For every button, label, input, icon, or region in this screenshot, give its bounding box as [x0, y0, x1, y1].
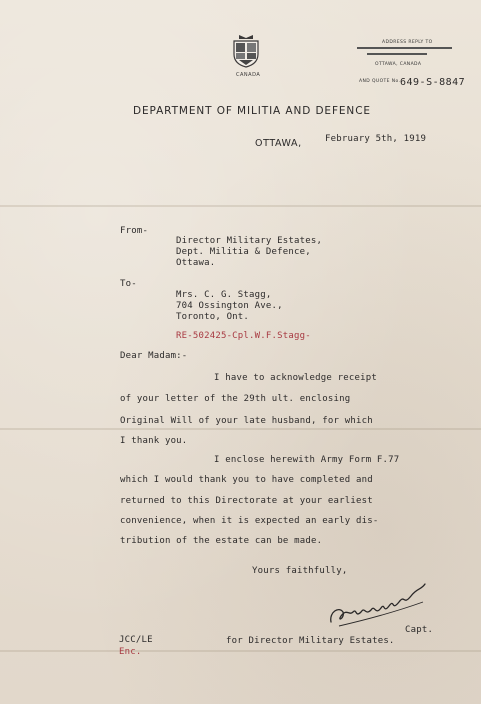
paper-fold [0, 650, 481, 652]
canada-crest-icon [231, 34, 261, 68]
salutation: Dear Madam:- [120, 351, 188, 361]
department-heading: DEPARTMENT OF MILITIA AND DEFENCE [133, 105, 371, 117]
to-label: To- [120, 279, 137, 289]
reply-label: ADDRESS REPLY TO [382, 40, 433, 45]
reply-address-line [357, 47, 452, 49]
from-line: Director Military Estates, [176, 236, 323, 246]
paper-fold [0, 428, 481, 430]
reference-line: RE-502425-Cpl.W.F.Stagg- [176, 331, 311, 341]
body-line: convenience, when it is expected an early dis- [120, 516, 379, 526]
crest-label: CANADA [236, 72, 261, 78]
body-line: I have to acknowledge receipt [214, 373, 377, 383]
body-line: I thank you. [120, 436, 188, 446]
to-line: 704 Ossington Ave., [176, 301, 283, 311]
body-line: Original Will of your late husband, for which [120, 416, 373, 426]
from-line: Dept. Militia & Defence, [176, 247, 311, 257]
from-label: From- [120, 226, 149, 236]
body-line: which I would thank you to have completed and [120, 475, 373, 485]
enclosure-note: Enc. [119, 647, 142, 657]
typist-initials: JCC/LE [119, 635, 153, 645]
reply-city: OTTAWA, CANADA [375, 62, 422, 67]
from-line: Ottawa. [176, 258, 216, 268]
place-line: OTTAWA, [255, 138, 302, 149]
signature-title: for Director Military Estates. [226, 636, 395, 646]
body-line: I enclose herewith Army Form F.77 [214, 455, 400, 465]
handwritten-signature [325, 572, 430, 632]
closing: Yours faithfully, [252, 566, 348, 576]
body-line: returned to this Directorate at your earliest [120, 496, 373, 506]
reply-address-line [367, 53, 427, 55]
paper-fold [0, 205, 481, 207]
signature-rank: Capt. [405, 625, 434, 635]
to-line: Toronto, Ont. [176, 312, 250, 322]
body-line: of your letter of the 29th ult. enclosing [120, 394, 351, 404]
letter-date: February 5th, 1919 [325, 134, 427, 144]
to-line: Mrs. C. G. Stagg, [176, 290, 272, 300]
quote-number: 649-S-8847 [400, 77, 466, 88]
quote-label: AND QUOTE No. [359, 79, 401, 84]
body-line: tribution of the estate can be made. [120, 536, 323, 546]
